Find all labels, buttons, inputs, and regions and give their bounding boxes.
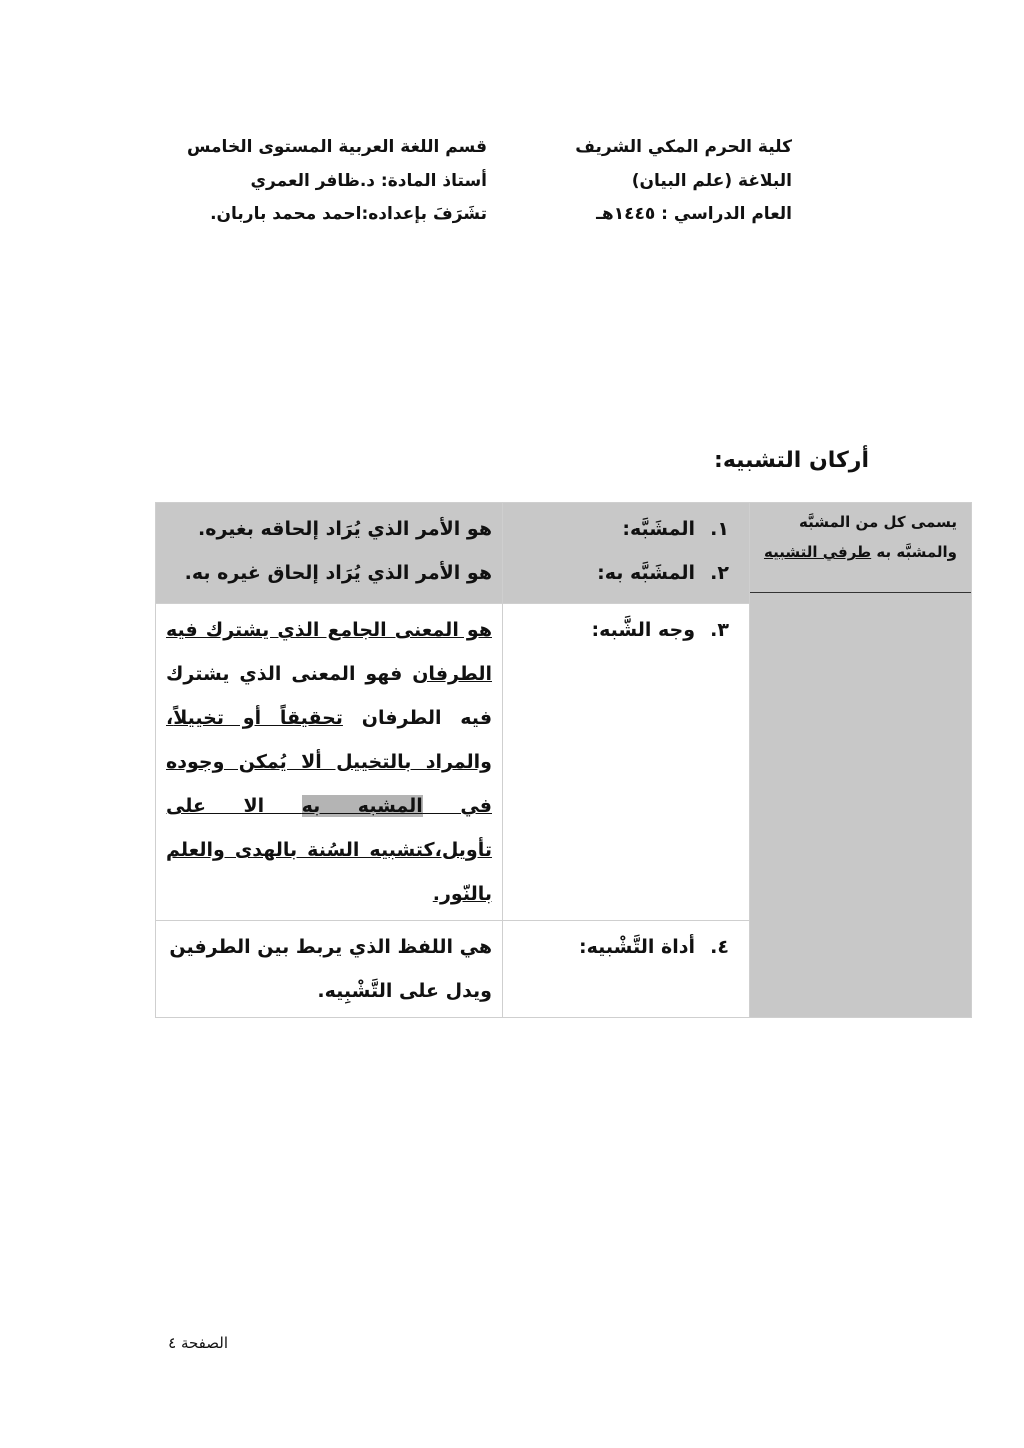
definition-text: الا على تأويل،كتشبيه السُنة بالهدى والعلم بالنّور.	[166, 795, 492, 905]
definition-cell	[156, 921, 503, 1018]
term-cell	[503, 503, 750, 604]
item-number: ٢.	[710, 562, 729, 584]
definition-text: تحقيقاً أو تخييلاً	[173, 707, 343, 729]
highlighted-text: المشبه به	[301, 795, 423, 817]
definition-text: هو المعنى الجامع الذي يشترك فيه الطرفان	[166, 619, 492, 685]
college-name: كلية الحرم المكي الشريف	[575, 137, 792, 157]
definition-text: ، والمراد بالتخييل ألا يُمكن وجوده في	[166, 707, 492, 817]
note-text: يسمى كل من المشبَّه والمشبَّه به	[798, 513, 957, 561]
note-cell	[750, 503, 972, 1018]
academic-year: العام الدراسي : ١٤٤٥هـ	[596, 204, 792, 224]
definition-cell	[156, 604, 503, 921]
term-label: أداة التَّشْبيه:	[579, 936, 695, 958]
prepared-by: تشَرَفَ بإعداده:احمد محمد باربان.	[210, 204, 487, 224]
definition-text: فهو المعنى الذي يشترك فيه الطرفان	[166, 663, 493, 729]
instructor-name: أستاذ المادة: د.ظافر العمري	[250, 171, 487, 191]
term-cell	[503, 921, 750, 1018]
pillars-table	[155, 502, 972, 1018]
item-number: ٣.	[710, 619, 729, 641]
term-label: المشَبَّه:	[622, 518, 695, 540]
definition-text: هو الأمر الذي يُرَاد إلحاق غيره به.	[184, 562, 492, 584]
section-title: أركان التشبيه:	[714, 448, 869, 473]
definition-cell	[156, 503, 503, 604]
definition-text: هو الأمر الذي يُرَاد إلحاقه بغيره.	[198, 518, 492, 540]
department-level: قسم اللغة العربية المستوى الخامس	[187, 137, 487, 157]
item-number: ١.	[710, 518, 729, 540]
item-number: ٤.	[710, 936, 729, 958]
term-label: المشَبَّه به:	[597, 562, 695, 584]
term-label: وجه الشَّبه:	[591, 619, 695, 641]
table-row	[156, 503, 972, 604]
page-number: الصفحة ٤	[168, 1334, 228, 1352]
definition-text: هي اللفظ الذي يربط بين الطرفين ويدل على التَّشْبِيه.	[169, 936, 492, 1002]
note-underlined-text: طرفي التشبيه	[763, 543, 872, 561]
course-name: البلاغة (علم البيان)	[631, 171, 792, 191]
note-box	[749, 502, 972, 593]
term-cell	[503, 604, 750, 921]
